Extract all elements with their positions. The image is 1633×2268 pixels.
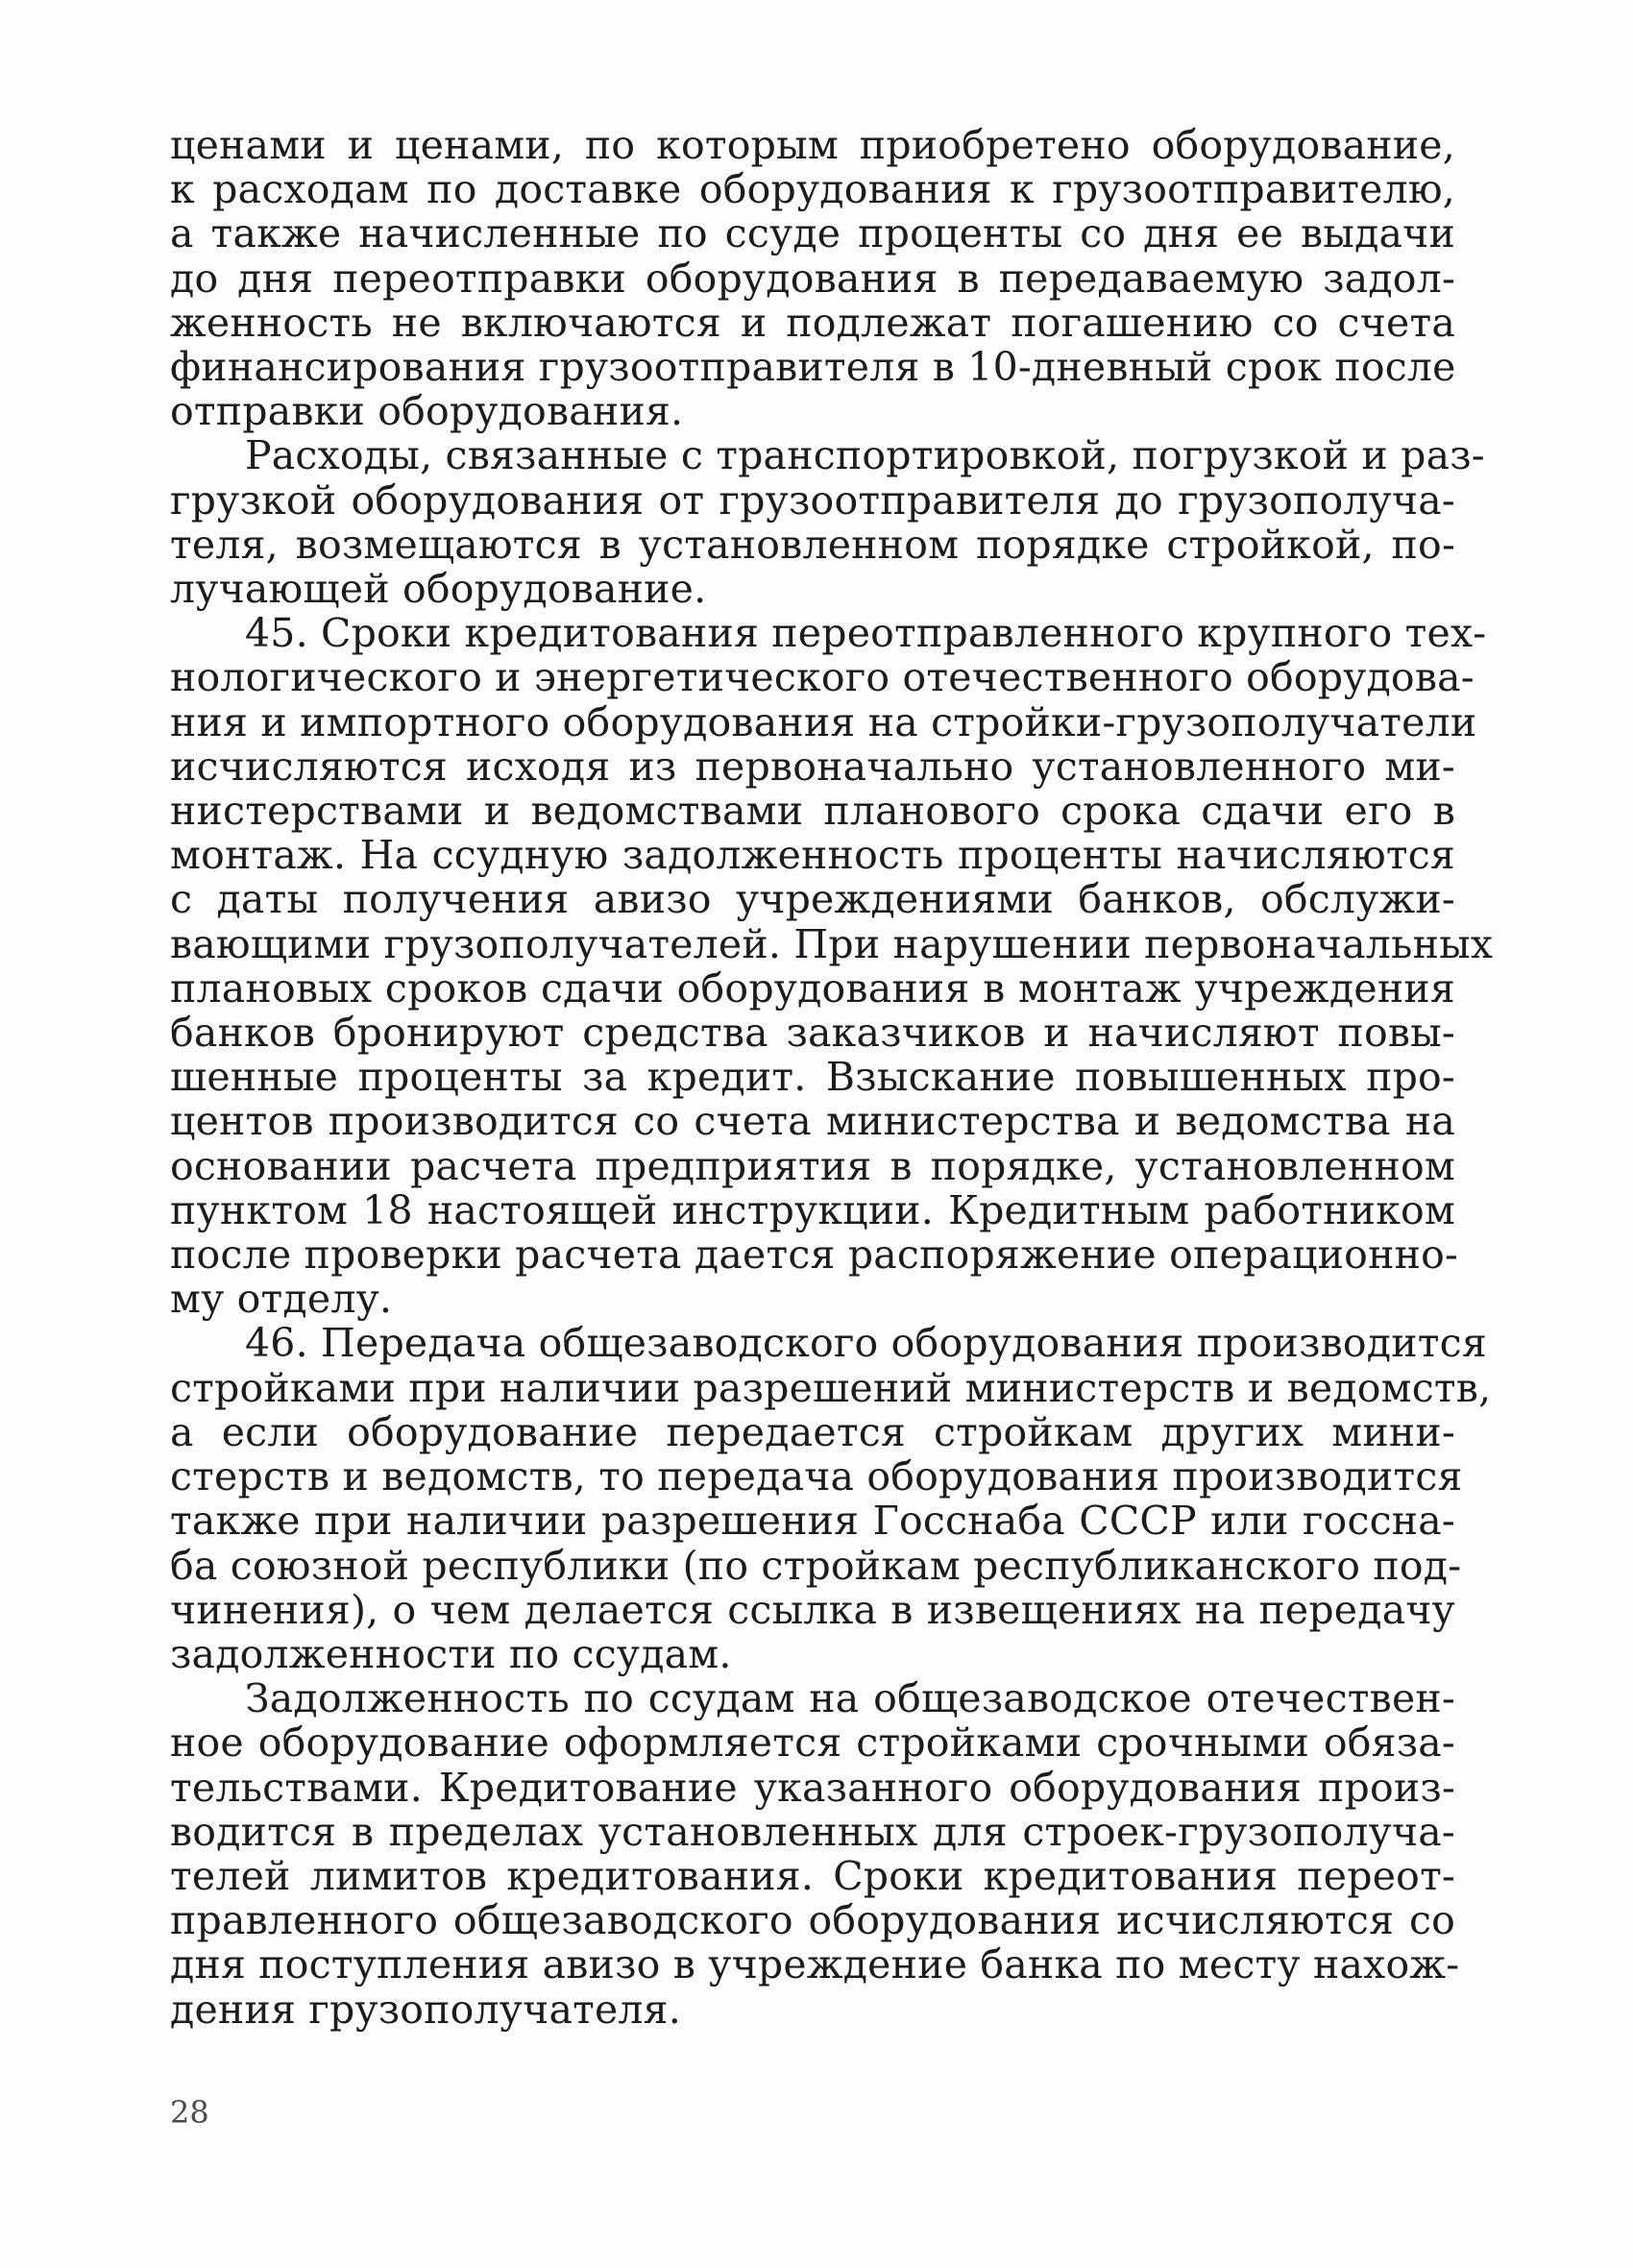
text-line: лучающей оборудование. [170, 566, 707, 613]
text-line: с даты получения авизо учреждениями банков, обслужи- [170, 876, 1455, 923]
paragraph-continuation [170, 123, 1455, 433]
text-line: шенные проценты за кредит. Взыскание повышенных про- [170, 1054, 1455, 1101]
text-line: плановых сроков сдачи оборудования в монтаж учреждения [170, 964, 1455, 1012]
text-line: ценами и ценами, по которым приобретено оборудование, [170, 122, 1455, 168]
text-line: нистерствами и ведомствами планового срока сдачи его в [170, 788, 1455, 835]
text-line: ния и импортного оборудования на стройки-грузополучатели [170, 698, 1477, 745]
text-line: а также начисленные по ссуде проценты со дня ее выдачи [170, 210, 1455, 257]
text-line: женность не включаются и подлежат погашению со счета [170, 299, 1455, 346]
text-line: му отделу. [170, 1276, 393, 1323]
text-line: задолженности по ссудам. [170, 1630, 732, 1677]
text-line: после проверки расчета дается распоряжение операционно- [170, 1232, 1459, 1279]
text-line: Задолженность по ссудам на общезаводское отечествен- [245, 1675, 1455, 1722]
text-line: теля, возмещаются в установленном порядке стройкой, по- [170, 521, 1455, 568]
text-line: тельствами. Кредитование указанного оборудования произ- [170, 1764, 1455, 1811]
text-line: центов производится со счета министерства и ведомства на [170, 1098, 1455, 1145]
text-line: исчисляются исходя из первоначально установленного ми- [170, 743, 1455, 790]
text-line: а если оборудование передается стройкам других мини- [170, 1408, 1455, 1455]
text-line: финансирования грузоотправителя в 10-дневный срок после [170, 344, 1456, 391]
text-line: вающими грузополучателей. При нарушении первоначальных [170, 920, 1494, 967]
text-line: чинения), о чем делается ссылка в извещениях на передачу [170, 1586, 1455, 1633]
paragraph-section-46 [170, 1320, 1492, 1677]
page-number: 28 [170, 2094, 209, 2131]
text-line: отправки оборудования. [170, 388, 684, 435]
text-line: пунктом 18 настоящей инструкции. Кредитным работником [170, 1186, 1455, 1233]
text-line: до дня переотправки оборудования в передаваемую задол- [170, 255, 1455, 302]
paragraph-general-equipment-debt [170, 1675, 1460, 2033]
text-line: ное оборудование оформляется стройками срочными обяза- [170, 1719, 1455, 1767]
text-line: ба союзной республики (по стройкам республиканского под- [170, 1542, 1462, 1589]
paragraph-section-45 [170, 610, 1494, 1323]
text-line: к расходам по доставке оборудования к грузоотправителю, [170, 166, 1455, 213]
paragraph-transport-expenses [170, 432, 1485, 613]
text-line: основании расчета предприятия в порядке, установленном [170, 1142, 1455, 1189]
text-line: 45. Сроки кредитования переотправленного крупного тех- [245, 610, 1487, 657]
text-line: также при наличии разрешения Госснаба СССР или госсна- [170, 1498, 1455, 1545]
text-line: монтаж. На ссудную задолженность проценты начисляются [170, 832, 1455, 879]
text-line: стройками при наличии разрешений министерств и ведомств, [170, 1364, 1492, 1411]
text-line: грузкой оборудования от грузоотправителя до грузополуча- [170, 476, 1455, 524]
text-line: телей лимитов кредитования. Сроки кредитования переот- [170, 1852, 1455, 1899]
text-line: нологического и энергетического отечественного оборудова- [170, 654, 1475, 701]
text-line: правленного общезаводского оборудования исчисляются со [170, 1897, 1455, 1944]
text-line: стерств и ведомств, то передача оборудования производится [170, 1453, 1463, 1500]
text-line: Расходы, связанные с транспортировкой, погрузкой и раз- [245, 432, 1485, 479]
text-line: дня поступления авизо в учреждение банка по месту нахож- [170, 1941, 1460, 1988]
text-line: 46. Передача общезаводского оборудования производится [245, 1320, 1487, 1367]
text-line: банков бронируют средства заказчиков и начисляют повы- [170, 1010, 1455, 1057]
page-text [170, 122, 1494, 2033]
text-line: дения грузополучателя. [170, 1986, 681, 2033]
text-line: водится в пределах установленных для строек-грузополуча- [170, 1808, 1455, 1855]
